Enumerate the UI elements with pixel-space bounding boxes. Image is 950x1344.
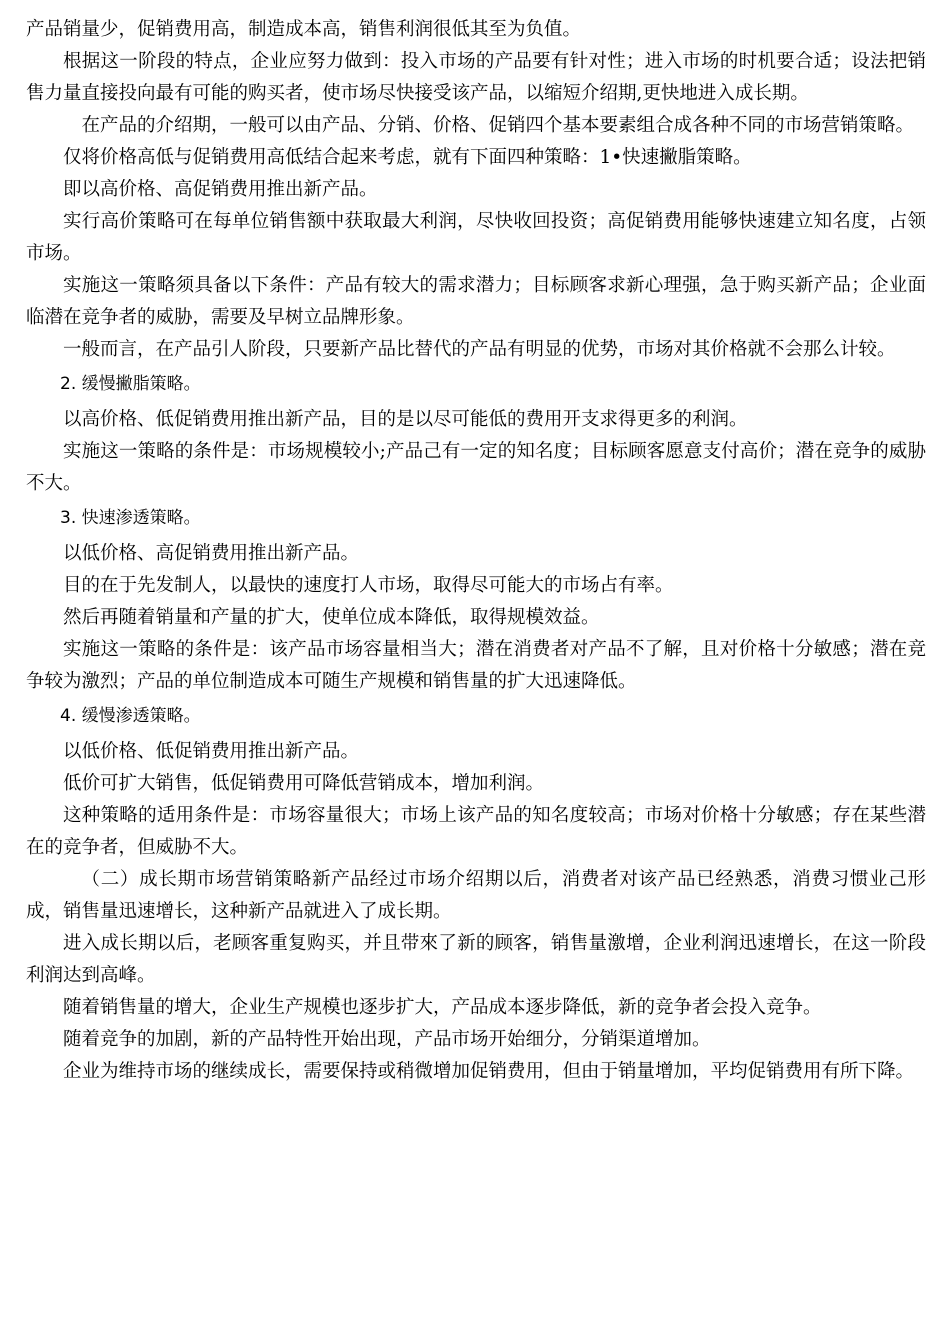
section-heading: 4. 缓慢渗透策略。 [60, 706, 201, 726]
paragraph: 然后再随着销量和产量的扩大，使单位成本降低，取得规模效益。 [63, 607, 600, 628]
paragraph: 仅将价格高低与促销费用高低结合起来考虑，就有下面四种策略：1•快速撇脂策略。 [63, 147, 752, 168]
paragraph: 一般而言，在产品引人阶段，只要新产品比替代的产品有明显的优势，市场对其价格就不会那么计较。 [63, 339, 896, 360]
paragraph: 进入成长期以后，老顾客重复购买，并且带來了新的顾客，销售量激增，企业利润迅速增长，在这一阶段利润达到高峰。 [26, 933, 926, 986]
section-heading: 3. 快速渗透策略。 [60, 508, 201, 528]
paragraph: 以低价格、低促销费用推出新产品。 [63, 741, 360, 762]
paragraph: 随着竞争的加剧，新的产品特性开始出现，产品市场开始细分，分销渠道增加。 [63, 1029, 711, 1050]
section-heading: 2. 缓慢撇脂策略。 [60, 374, 201, 394]
paragraph: 低价可扩大销售，低促销费用可降低营销成本，增加利润。 [63, 773, 545, 794]
paragraph: 实行高价策略可在每单位销售额中获取最大利润，尽快收回投资；高促销费用能够快速建立知名度，占领市场。 [26, 211, 926, 264]
document-page [26, 14, 926, 1088]
paragraph: 产品销量少，促销费用高，制造成本高，销售利润很低其至为负值。 [26, 19, 582, 40]
paragraph: 实施这一策略的条件是：该产品市场容量相当大；潜在消费者对产品不了解，且对价格十分敏感；潜在竞争较为激烈；产品的单位制造成本可随生产规模和销售量的扩大迅速降低。 [26, 639, 926, 692]
paragraph: 目的在于先发制人，以最快的速度打人市场，取得尽可能大的市场占有率。 [63, 575, 674, 596]
paragraph: 实施这一策略的条件是：市场规模较小;产品己有一定的知名度；目标顾客愿意支付高价；潜在竞争的威胁不大。 [26, 441, 926, 494]
paragraph: 以高价格、低促销费用推出新产品，目的是以尽可能低的费用开支求得更多的利润。 [63, 409, 748, 430]
paragraph: 实施这一策略须具备以下条件：产品有较大的需求潜力；目标顾客求新心理强，急于购买新产品；企业面临潜在竞争者的威胁，需要及早树立品牌形象。 [26, 275, 926, 328]
paragraph: （二）成长期市场营销策略新产品经过市场介绍期以后，消费者对该产品已经熟悉，消费习惯业己形成，销售量迅速增长，这种新产品就进入了成长期。 [26, 869, 926, 922]
paragraph: 这种策略的适用条件是：市场容量很大；市场上该产品的知名度较高；市场对价格十分敏感；存在某些潜在的竞争者，但威胁不大。 [26, 805, 926, 858]
paragraph: 在产品的介绍期，一般可以由产品、分销、价格、促销四个基本要素组合成各种不同的市场营销策略。 [81, 115, 915, 136]
paragraph: 即以高价格、高促销费用推出新产品。 [63, 179, 378, 200]
paragraph: 企业为维持市场的继续成长，需要保持或稍微增加促销费用，但由于销量增加，平均促销费用有所下降。 [63, 1061, 915, 1082]
paragraph: 以低价格、高促销费用推出新产品。 [63, 543, 360, 564]
paragraph: 随着销售量的增大，企业生产规模也逐步扩大，产品成本逐步降低，新的竞争者会投入竞争。 [63, 997, 822, 1018]
paragraph: 根据这一阶段的特点，企业应努力做到：投入市场的产品要有针对性；进入市场的时机要合适；设法把销售力量直接投向最有可能的购买者，使市场尽快接受该产品，以缩短介绍期,更快地进入成长期。 [26, 51, 926, 104]
